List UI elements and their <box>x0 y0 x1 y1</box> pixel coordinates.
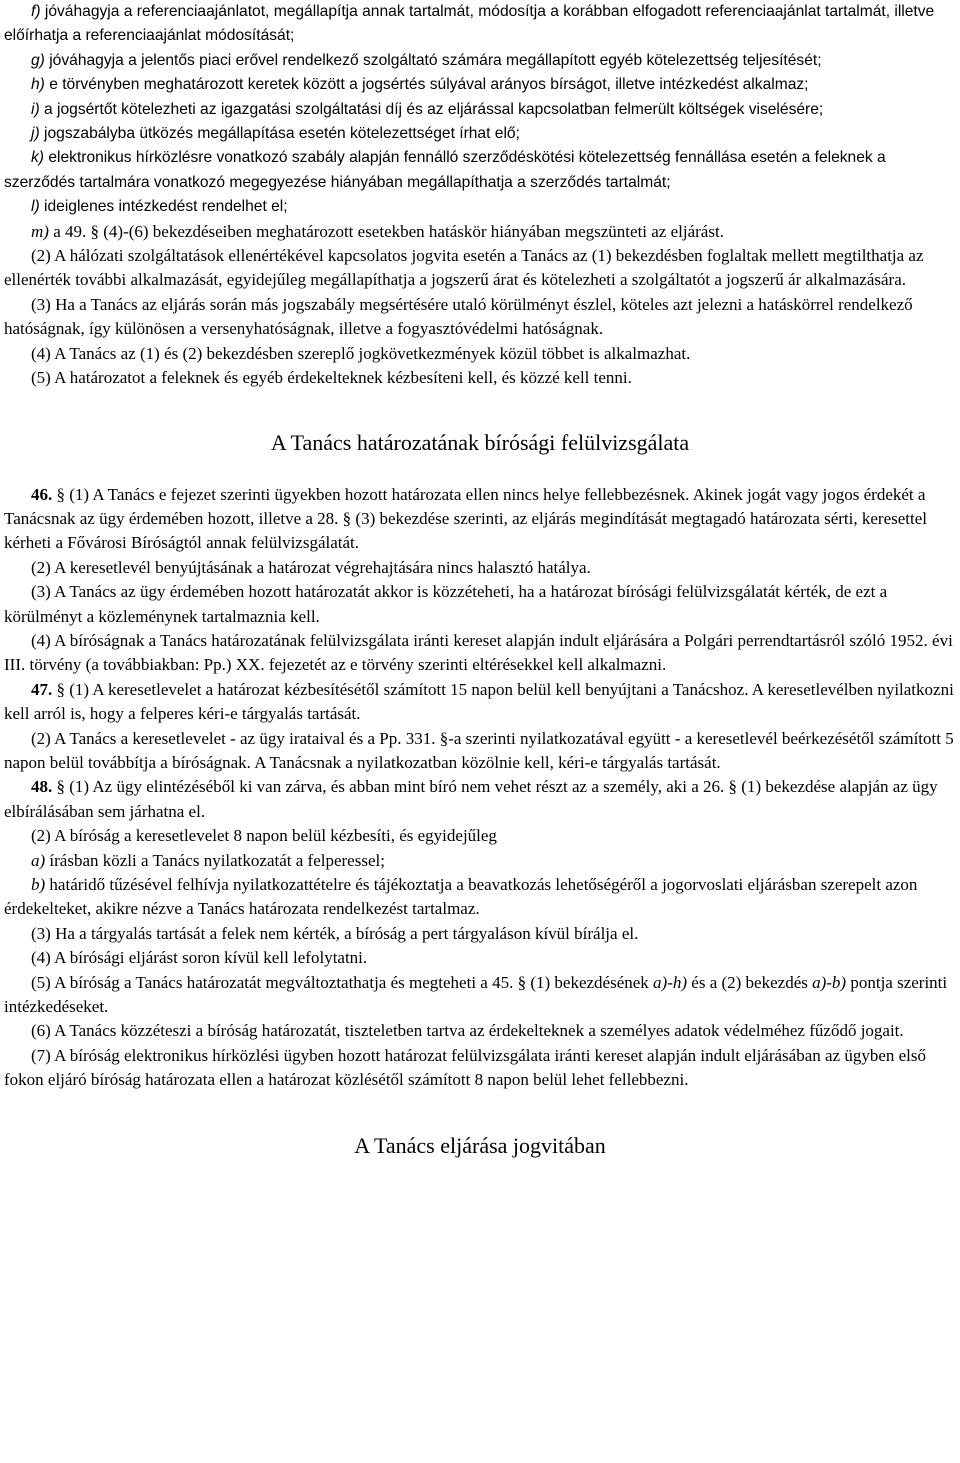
text-run: pontja szerinti intézkedéseket. <box>4 972 948 1017</box>
italic-ref: a)-h) <box>653 972 688 992</box>
list-item-a <box>4 849 956 873</box>
item-label: j) <box>31 125 40 143</box>
item-label: a) <box>31 850 46 870</box>
paragraph: (4) A bíróságnak a Tanács határozatának felülvizsgálata iránti kereset alapján indult eljárására a Polgári perrendtartásról szóló 1952. évi III. törvény (a továbbiakban: Pp.) XX. fejezetét az e törvény szerinti eltérésekkel kell alkalmazni. <box>4 630 953 675</box>
item-label: k) <box>31 149 44 167</box>
item-text: határidő tűzésével felhívja nyilatkozattételre és tájékoztatja a beavatkozás lehetőségéről a jogorvoslati eljárásban szerepelt azon érdekelteket, akikre nézve a Tanács határozata rendelkezést tartalmaz. <box>4 875 918 919</box>
paragraph: (2) A hálózati szolgáltatások ellenértékével kapcsolatos jogvita esetén a Tanács az (1) bekezdésben foglaltak mellett megtilthatja az ellenérték további alkalmazását, egyidejűleg megállapíthatja a jogszerű árat és kötelezheti a szolgáltatót a jogszerű ár alkalmazására. <box>4 246 924 290</box>
section-heading: A Tanács határozatának bírósági felülvizsgálata <box>270 429 690 455</box>
list-item-h <box>4 73 956 97</box>
section-number: 46. <box>31 484 53 504</box>
section-46 <box>4 483 956 556</box>
item-text: jóváhagyja a referenciaajánlatot, megállapítja annak tartalmát, módosítja a korábban elfogadott referenciaajánlat tartalmát, illetve előírhatja a referenciaajánlat módosítását; <box>4 3 935 45</box>
paragraph: (4) A bírósági eljárást soron kívül kell lefolytatni. <box>31 948 368 968</box>
section-heading: A Tanács eljárása jogvitában <box>354 1132 606 1158</box>
paragraph: (4) A Tanács az (1) és (2) bekezdésben szereplő jogkövetkezmények közül többet is alkalmazhat. <box>31 343 691 363</box>
item-text: írásban közli a Tanács nyilatkozatát a felperessel; <box>45 850 385 870</box>
section-text: § (1) A keresetlevelet a határozat kézbesítésétől számított 15 napon belül kell benyújtani a Tanácshoz. A keresetlevélben nyilatkozni kell arról is, hogy a felperes kéri-e tárgyalás tartását. <box>4 679 954 724</box>
paragraph: (7) A bíróság elektronikus hírközlési ügyben hozott határozat felülvizsgálata iránti kereset alapján indult eljárásában az ügyben első fokon eljáró bíróság határozata ellen a határozat közlésétől számított 8 napon belül lehet fellebbezni. <box>4 1045 927 1090</box>
list-item-b <box>4 873 956 922</box>
paragraph: (6) A Tanács közzéteszi a bíróság határozatát, tiszteletben tartva az érdekelteknek a személyes adatok védelméhez fűződő jogait. <box>31 1021 904 1041</box>
list-item-f <box>4 0 956 49</box>
item-text: jogszabályba ütközés megállapítása esetén kötelezettséget írhat elő; <box>39 125 520 143</box>
item-label: i) <box>31 100 40 118</box>
section-47 <box>4 678 956 727</box>
paragraph: (2) A bíróság a keresetlevelet 8 napon belül kézbesíti, és egyidejűleg <box>31 826 497 846</box>
item-text: ideiglenes intézkedést rendelhet el; <box>39 198 288 216</box>
item-label: g) <box>31 51 45 69</box>
list-item-i <box>4 98 956 122</box>
item-text: jóváhagyja a jelentős piaci erővel rendelkező szolgáltató számára megállapított egyéb kötelezettség teljesítését; <box>44 51 822 69</box>
item-label: f) <box>31 3 41 20</box>
italic-ref: a)-b) <box>812 972 847 992</box>
list-item-k <box>4 146 956 195</box>
paragraph: (2) A Tanács a keresetlevelet - az ügy irataival és a Pp. 331. §-a szerinti nyilatkozatával együtt - a keresetlevél beérkezésétől számított 5 napon belül továbbítja a bíróságnak. A Tanácsnak a nyilatkozatban közölnie kell, kéri-e tárgyalás tartását. <box>4 728 954 772</box>
list-item-g <box>4 49 956 73</box>
section-number: 47. <box>31 679 53 699</box>
text-run: (5) A bíróság a Tanács határozatát megváltoztathatja és megteheti a 45. § (1) bekezdésének <box>31 972 654 992</box>
item-text: a jogsértőt kötelezheti az igazgatási szolgáltatási díj és az eljárással kapcsolatban felmerült költségek viselésére; <box>39 100 824 118</box>
item-label: h) <box>31 76 45 94</box>
paragraph: (5) A határozatot a feleknek és egyéb érdekelteknek kézbesíteni kell, és közzé kell tenni. <box>31 368 632 388</box>
item-label: b) <box>31 875 46 894</box>
section-48 <box>4 775 956 824</box>
item-text: a 49. § (4)-(6) bekezdéseiben meghatározott esetekben hatáskör hiányában megszünteti az eljárást. <box>48 221 724 241</box>
section-text: § (1) Az ügy elintézéséből ki van zárva, és abban mint bíró nem vehet részt az a személy, aki a 26. § (1) bekezdése alapján az ügy elbírálásában sem járhatna el. <box>4 777 938 821</box>
paragraph: (3) Ha a tárgyalás tartását a felek nem kérték, a bíróság a pert tárgyaláson kívül bírálja el. <box>31 923 639 943</box>
item-text: e törvényben meghatározott keretek között a jogsértés súlyával arányos bírságot, illetve intézkedést alkalmaz; <box>44 76 809 94</box>
text-run: és a (2) bekezdés <box>687 972 813 992</box>
paragraph: (3) Ha a Tanács az eljárás során más jogszabály megsértésére utaló körülményt észlel, köteles azt jelezni a hatáskörrel rendelkező hatóságnak, így különösen a versenyhatóságnak, illetve a fogyasztóvédelmi hatóságnak. <box>4 294 913 339</box>
section-text: § (1) A Tanács e fejezet szerinti ügyekben hozott határozata ellen nincs helye fellebbezésnek. Akinek jogát vagy jogos érdekét a Tanácsnak az ügy érdemében hozott, illetve a 28. § (3) bekezdése szerinti, az eljárás megindítását megtagadó határozata sérti, keresettel kérheti a Fővárosi Bíróságtól annak felülvizsgálatát. <box>4 484 928 553</box>
section-number: 48. <box>31 777 53 797</box>
item-label: l) <box>31 198 40 216</box>
list-item-m <box>4 220 956 244</box>
paragraph: (3) A Tanács az ügy érdemében hozott határozatát akkor is közzéteheti, ha a határozat bírósági felülvizsgálatát kérték, de ezt a körülményt a közleménynek tartalmaznia kell. <box>4 582 888 626</box>
item-text: elektronikus hírközlésre vonatkozó szabály alapján fennálló szerződéskötési kötelezettség fennállása esetén a feleknek a szerződés tartalmára vonatkozó megegyezése hiányában megállapíthatja a szerződés tartalmát; <box>4 149 886 191</box>
paragraph-48-5 <box>4 971 956 1020</box>
list-item-j <box>4 122 956 146</box>
paragraph: (2) A keresetlevél benyújtásának a határozat végrehajtására nincs halasztó hatálya. <box>31 557 591 577</box>
list-item-l <box>4 195 956 219</box>
item-label: m) <box>31 221 49 241</box>
